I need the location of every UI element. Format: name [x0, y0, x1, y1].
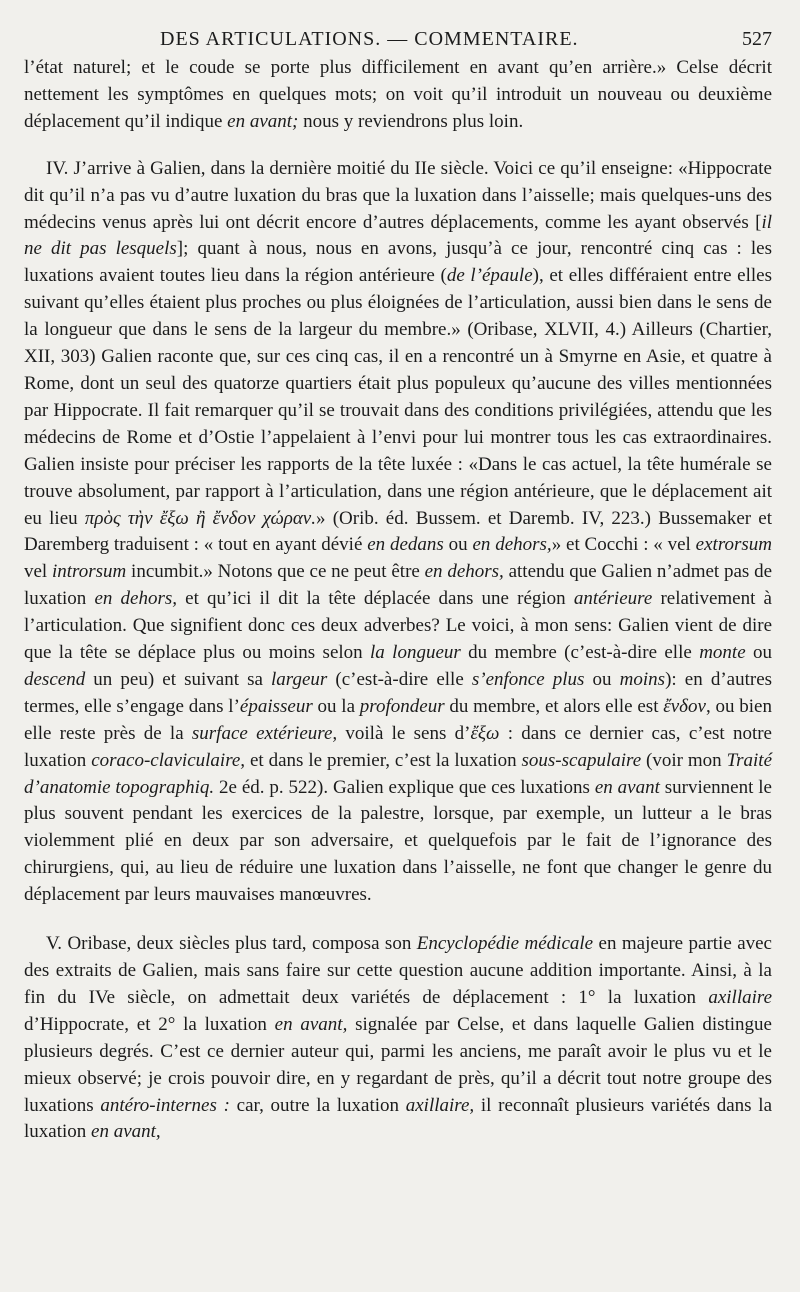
text-run: et qu’ici il dit la tête déplacée dans une région: [177, 588, 574, 610]
italic-run: s’enfonce plus: [471, 668, 585, 690]
text-run: car, outre la luxation: [229, 1094, 406, 1116]
italic-run: en dehors,: [424, 561, 504, 583]
paragraph-oribase: [24, 931, 772, 1146]
text-run: » (Orib. éd. Bussem. et Daremb. IV, 223.) Bussemaker et Daremberg traduisent : « tout en ayant dévié: [24, 507, 772, 556]
text-run: nous y reviendrons plus loin.: [298, 110, 524, 132]
italic-run: antérieure: [573, 588, 653, 610]
italic-run: ἔνδον: [663, 695, 706, 717]
italic-run: en dehors,: [472, 534, 552, 556]
italic-run: axillaire,: [405, 1094, 475, 1116]
text-run: 2e éd. p. 522). Galien explique que ces luxations: [214, 776, 595, 798]
italic-run: épaisseur: [239, 695, 313, 717]
text-run: du membre (c’est-à-dire elle: [460, 642, 700, 664]
text-run: relativement à l’articulation. Que signifient donc ces deux adverbes? Le voici, à mon sens: Galien vient de dire que la tête se déplace plus ou moins selon: [24, 588, 772, 664]
italic-run: ἔξω: [470, 722, 500, 744]
italic-run: Traité d’anatomie topographiq.: [24, 749, 772, 798]
text-run: d’Hippocrate, et 2° la luxation: [24, 1013, 275, 1035]
italic-run: monte: [699, 642, 746, 664]
text-run: (voir mon: [641, 749, 727, 771]
italic-run: surface extérieure,: [191, 722, 338, 744]
text-run: et dans le premier, c’est la luxation: [245, 749, 522, 771]
text-run: V. Oribase, deux siècles plus tard, composa son: [46, 933, 417, 955]
text-run: ), et elles différaient entre elles suivant qu’elles étaient plus proches ou plus éloignées de l’articulation, aussi bien dans le sens de la longueur que dans le sens de la largeur du membre.» (Oribase, XLVII, 4.) Ailleurs (Chartier, XII, 303) Galien raconte que, sur ces cinq cas, il en a rencontré un à Smyrne en Asie, et quatre à Rome, dont un seul des quatorze quartiers était plus populeux qu’aucune des villes mentionnées par Hippocrate. Il fait remarquer qu’il se trouvait dans des conditions privilégiées, attendu que les médecins de Rome et d’Ostie l’appelaient à l’envi pour lui montrer tous les cas extraordinaires. Galien insiste pour préciser les rapports de la tête luxée : «Dans le cas actuel, la tête humérale se trouve absolument, par rapport à l’articulation, dans une région antérieure, que le déplacement ait eu lieu: [24, 265, 773, 529]
italic-run: descend: [24, 668, 86, 690]
text-run: vel: [24, 561, 52, 583]
text-run: ]; quant à nous, nous en avons, jusqu’à ce jour, rencontré cinq cas : les luxations avaient toutes lieu dans la région antérieure (: [24, 238, 772, 287]
italic-run: en avant,: [91, 1121, 161, 1143]
document-page: [24, 28, 772, 1146]
text-run: ou: [584, 668, 620, 690]
running-title: DES ARTICULATIONS. — COMMENTAIRE.: [160, 28, 579, 50]
italic-run: extrorsum: [695, 534, 773, 556]
text-run: voilà le sens d’: [337, 722, 471, 744]
italic-run: en avant: [594, 776, 660, 798]
italic-run: axillaire: [708, 986, 772, 1008]
text-run: ou: [745, 642, 773, 664]
text-run: (c’est-à-dire elle: [327, 668, 472, 690]
italic-run: sous-scapulaire: [521, 749, 642, 771]
text-run: l’état naturel; et le coude se porte plus difficilement en avant qu’en arrière.» Celse décrit nettement les symptômes en quelques mots; on voit qu’il introduit un nouveau ou deuxième déplacement qu’il indique: [24, 57, 772, 132]
text-run: ): en d’autres termes, elle s’engage dans l’: [24, 668, 773, 717]
text-run: un peu) et suivant sa: [85, 668, 272, 690]
italic-run: en dehors,: [94, 588, 178, 610]
italic-run: largeur: [271, 668, 328, 690]
running-header: [160, 28, 772, 51]
text-run: » et Cocchi : « vel: [551, 534, 696, 556]
text-run: il reconnaît plusieurs variétés dans la luxation: [24, 1094, 772, 1143]
text-run: en majeure partie avec des extraits de Galien, mais sans faire sur cette question aucune addition importante. Ainsi, à la fin du IVe siècle, on admettait deux variétés de déplacement : 1° la luxation: [24, 933, 772, 1008]
text-run: , ou bien elle reste près de la: [24, 695, 772, 744]
italic-run: coraco-claviculaire,: [91, 749, 246, 771]
italic-run: antéro-internes :: [100, 1094, 230, 1116]
italic-run: en avant,: [274, 1013, 348, 1035]
italic-run: de l’épaule: [446, 265, 533, 287]
italic-run: en avant;: [227, 110, 299, 132]
text-run: surviennent le plus souvent pendant les exercices de la palestre, lorsque, par exemple, un lutteur a le bras violemment plié en deux par son adversaire, et quelquefois par le fait de l’ignorance des chirurgiens, qui, au lieu de réduire une luxation dans l’aisselle, ne font que changer le genre du déplacement par leurs mauvaises manœuvres.: [24, 776, 772, 906]
text-run: ou: [443, 534, 473, 556]
italic-run: moins: [619, 668, 666, 690]
text-run: ou la: [312, 695, 360, 717]
text-run: attendu que Galien n’admet pas de luxation: [24, 561, 773, 610]
italic-run: Encyclopédie médicale: [416, 933, 594, 955]
text-run: : dans ce dernier cas, c’est notre luxation: [24, 722, 772, 771]
text-run: du membre, et alors elle est: [444, 695, 664, 717]
italic-run: la longueur: [370, 642, 461, 664]
italic-run: en dedans: [367, 534, 444, 556]
text-run: signalée par Celse, et dans laquelle Galien distingue plusieurs degrés. C’est ce dernier auteur qui, parmi les anciens, me paraît avoir le plus vu et le mieux observé; je crois pouvoir dire, en y regardant de près, qu’il a décrit tout notre groupe des luxations: [24, 1013, 772, 1116]
text-run: incumbit.» Notons que ce ne peut être: [126, 561, 425, 583]
italic-run: πρὸς τὴν ἔξω ἢ ἔνδον χώραν.: [84, 507, 316, 529]
paragraph-galien: [24, 156, 772, 909]
text-run: IV. J’arrive à Galien, dans la dernière moitié du IIe siècle. Voici ce qu’il enseigne: «Hippocrate dit qu’il n’a pas vu d’autre luxation du bras que la luxation dans l’aisselle; mais quelques-uns des médecins venus après lui ont décrit encore d’autres déplacements, comme les ayant observés [: [24, 157, 772, 233]
page-number: 527: [742, 28, 772, 50]
italic-run: introrsum: [52, 561, 127, 583]
italic-run: profondeur: [359, 695, 445, 717]
italic-run: il ne dit pas lesquels: [24, 211, 772, 260]
paragraph-continuation: [24, 55, 772, 136]
